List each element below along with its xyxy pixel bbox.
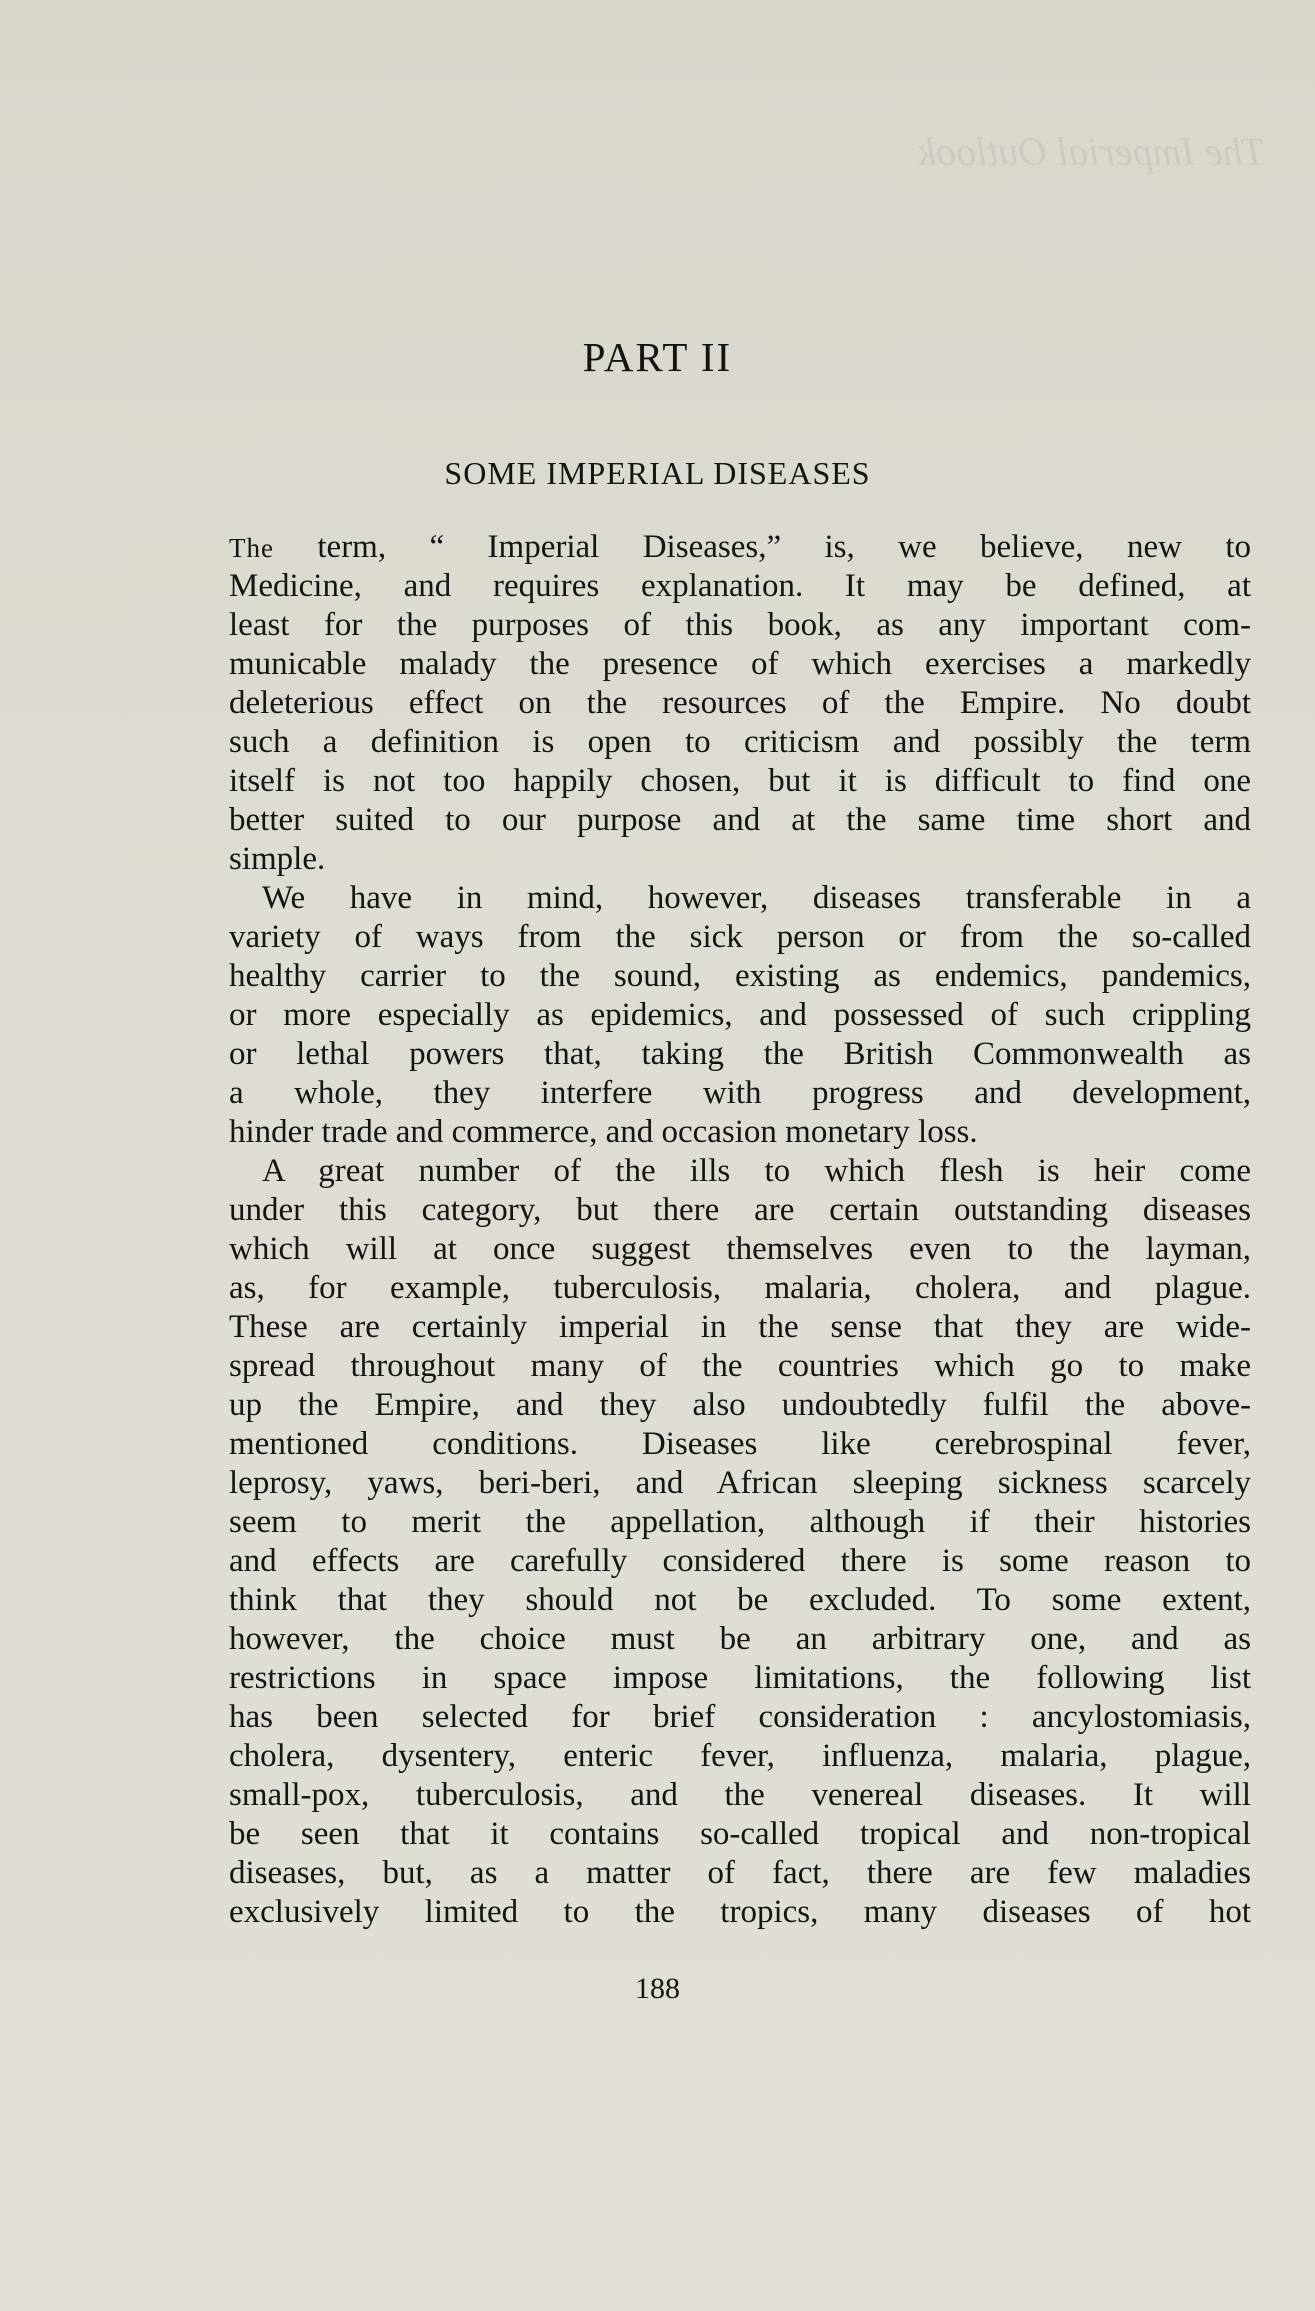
opening-word: The — [229, 533, 274, 563]
text-line: hinder trade and commerce, and occasion monetary loss. — [229, 1114, 978, 1150]
text-line: The term, “ Imperial Diseases,” is, we believe, new to — [229, 529, 1251, 565]
section-title: SOME IMPERIAL DISEASES — [444, 455, 871, 491]
text-line: think that they should not be excluded. To some extent, — [229, 1582, 1251, 1618]
text-line: healthy carrier to the sound, existing as endemics, pandemics, — [229, 958, 1251, 994]
text-line: has been selected for brief consideration : ancylostomiasis, — [229, 1699, 1251, 1735]
text-line: however, the choice must be an arbitrary one, and as — [229, 1621, 1251, 1657]
text-line: variety of ways from the sick person or from the so-called — [229, 919, 1251, 955]
text-line: A great number of the ills to which flesh is heir come — [262, 1153, 1251, 1189]
text-line: itself is not too happily chosen, but it is difficult to find one — [229, 763, 1251, 799]
text-line: seem to merit the appellation, although if their histories — [229, 1504, 1251, 1540]
text-line: We have in mind, however, diseases transferable in a — [262, 880, 1251, 916]
text-line: Medicine, and requires explanation. It may be defined, at — [229, 568, 1251, 604]
text-line: as, for example, tuberculosis, malaria, cholera, and plague. — [229, 1270, 1251, 1306]
text-line: or more especially as epidemics, and possessed of such crippling — [229, 997, 1251, 1033]
text-line: a whole, they interfere with progress and development, — [229, 1075, 1251, 1111]
text-line: be seen that it contains so-called tropical and non-tropical — [229, 1816, 1251, 1852]
part-title: PART II — [582, 334, 733, 380]
text-line: These are certainly imperial in the sense that they are wide- — [229, 1309, 1251, 1345]
text-line: and effects are carefully considered there is some reason to — [229, 1543, 1251, 1579]
text-line: leprosy, yaws, beri-beri, and African sleeping sickness scarcely — [229, 1465, 1251, 1501]
text-line: cholera, dysentery, enteric fever, influenza, malaria, plague, — [229, 1738, 1251, 1774]
text-line: diseases, but, as a matter of fact, there are few maladies — [229, 1855, 1251, 1891]
text-line: spread throughout many of the countries which go to make — [229, 1348, 1251, 1384]
text-line: exclusively limited to the tropics, many diseases of hot — [229, 1894, 1251, 1930]
text-line: least for the purposes of this book, as any important com- — [229, 607, 1251, 643]
text-line: municable malady the presence of which exercises a markedly — [229, 646, 1251, 682]
text-line: under this category, but there are certain outstanding diseases — [229, 1192, 1251, 1228]
text-line: mentioned conditions. Diseases like cerebrospinal fever, — [229, 1426, 1251, 1462]
text-line: simple. — [229, 841, 326, 877]
body-text — [229, 528, 1251, 1932]
text-line: which will at once suggest themselves even to the layman, — [229, 1231, 1251, 1267]
text-line: restrictions in space impose limitations, the following list — [229, 1660, 1251, 1696]
text-line: better suited to our purpose and at the same time short and — [229, 802, 1251, 838]
text-line: deleterious effect on the resources of the Empire. No doubt — [229, 685, 1251, 721]
text-line: or lethal powers that, taking the British Commonwealth as — [229, 1036, 1251, 1072]
bleed-through-text: The Imperial Outlook — [918, 129, 1265, 174]
text-line: up the Empire, and they also undoubtedly fulfil the above- — [229, 1387, 1251, 1423]
text-line: small-pox, tuberculosis, and the venereal diseases. It will — [229, 1777, 1251, 1813]
text-line: such a definition is open to criticism and possibly the term — [229, 724, 1251, 760]
page-number: 188 — [635, 1972, 680, 2005]
